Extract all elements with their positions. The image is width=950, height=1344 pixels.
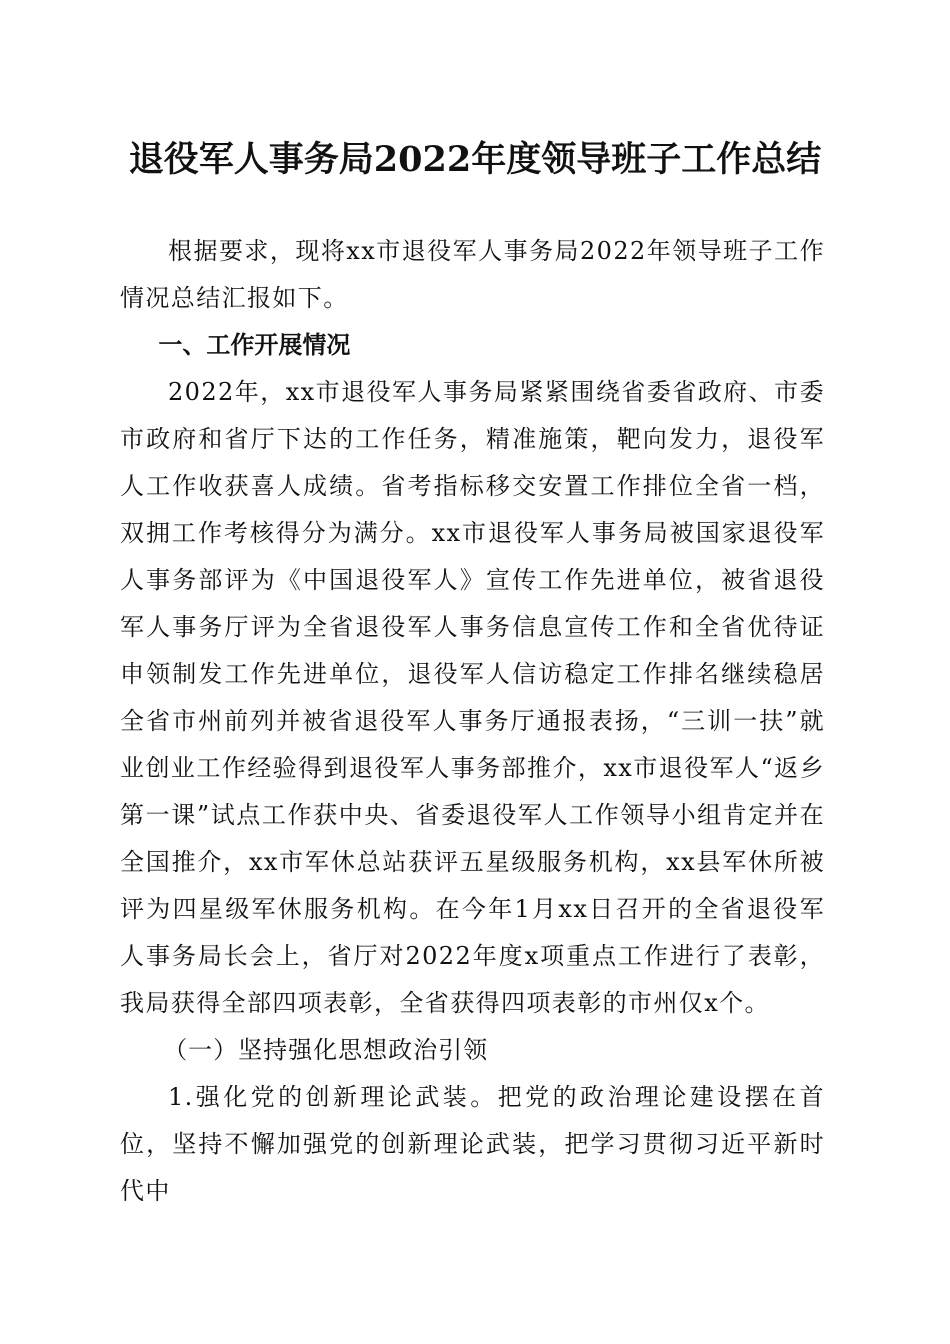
intro-paragraph: 根据要求，现将xx市退役军人事务局2022年领导班子工作情况总结汇报如下。 [120,237,825,312]
section-paragraph-work-progress: 2022年，xx市退役军人事务局紧紧围绕省委省政府、市委市政府和省厅下达的工作任务，精准施策，靶向发力，退役军人工作收获喜人成绩。省考指标移交安置工作排位全省一档，双拥工作考核得分为满分。xx市退役军人事务局被国家退役军人事务部评为《中国退役军人》宣传工作先进单位，被省退役军人事务厅评为全省退役军人事务信息宣传工作和全省优待证申领制发工作先进单位，退役军人信访稳定工作排名继续稳居全省市州前列并被省退役军人事务厅通报表扬，“三训一扶”就业创业工作经验得到退役军人事务部推介，xx市退役军人“返乡第一课”试点工作获中央、省委退役军人工作领导小组肯定并在全国推介，xx市军休总站获评五星级服务机构，xx县军休所被评为四星级军休服务机构。在今年1月xx日召开的全省退役军人事务局长会上，省厅对2022年度x项重点工作进行了表彰，我局获得全部四项表彰，全省获得四项表彰的市州仅x个。 [120,378,825,1017]
document-title: 退役军人事务局2022年度领导班子工作总结 [128,139,822,180]
section-heading-work-progress: 一、工作开展情况 [158,331,351,359]
subsection-heading-political-guidance: （一）坚持强化思想政治引领 [163,1036,489,1064]
document-body [120,228,825,1215]
item-paragraph-theory-study: 1.强化党的创新理论武装。把党的政治理论建设摆在首位，坚持不懈加强党的创新理论武装，把学习贯彻习近平新时代中 [120,1083,825,1205]
